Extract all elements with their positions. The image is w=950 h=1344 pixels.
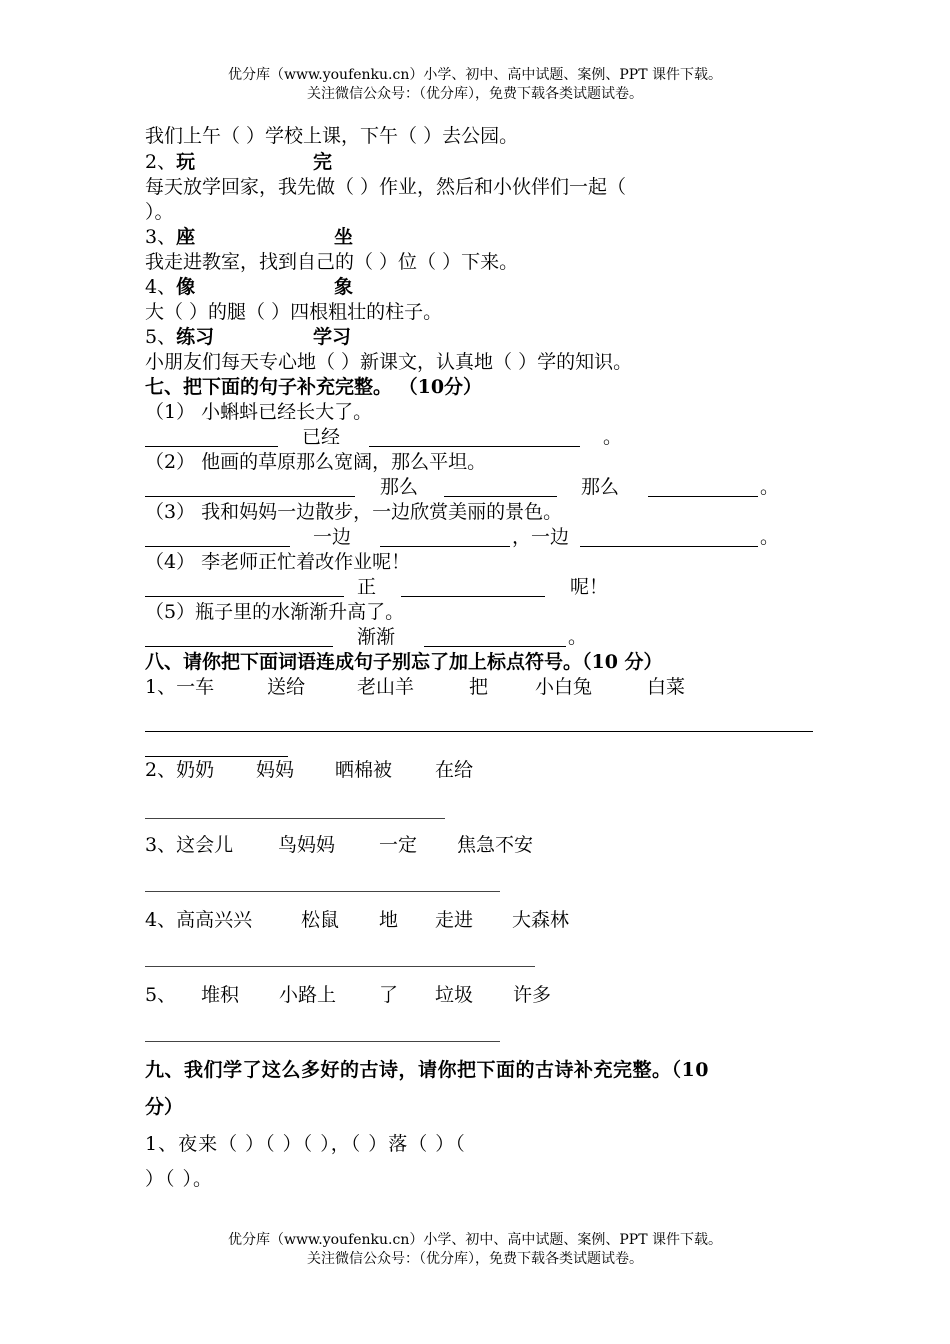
header-line-1: 优分库（www.youfenku.cn）小学、初中、高中试题、案例、PPT 课件下载。 (227, 67, 722, 83)
p9-poem-line-2: ）（ ）。 (145, 1168, 214, 1190)
p8-q5-word-5: 许多 (513, 984, 552, 1006)
p7-item-3-end: 。 (760, 526, 780, 548)
p6-q3-word2: 坐 (334, 226, 354, 248)
p6-q2-word1: 玩 (176, 151, 196, 173)
p7-item-4: （4） 李老师正忙着改作业呢！ (145, 551, 411, 573)
p8-q5-word-4: 垃圾 (435, 984, 474, 1006)
p7-item-2-blank-a[interactable] (145, 496, 355, 497)
p6-line-1: 我们上午（ ）学校上课，下午（ ）去公园。 (145, 125, 519, 147)
footer-line-2: 关注微信公众号：（优分库），免费下载各类试题试卷。 (307, 1251, 643, 1267)
p7-item-1-word: 已经 (302, 426, 341, 448)
p7-item-3-blank-c[interactable] (580, 546, 758, 547)
p8-q2-answer-line[interactable] (145, 818, 445, 819)
p8-q1-word-3: 把 (469, 676, 489, 698)
p7-item-2-blank-c[interactable] (648, 496, 758, 497)
p8-q2-word-2: 晒棉被 (335, 759, 393, 781)
p6-q2-num: 2、 (145, 151, 177, 173)
p7-item-3-blank-b[interactable] (380, 546, 510, 547)
p6-q4-sentence: 大（ ）的腿（ ）四根粗壮的柱子。 (145, 301, 443, 323)
p6-q5-words (145, 325, 214, 349)
p6-q2-words (145, 150, 195, 174)
p8-q5-word-1: 堆积 (201, 984, 240, 1006)
p8-q3-word-2: 一定 (379, 834, 418, 856)
p8-q4-word-4: 大森林 (512, 909, 570, 931)
p8-q3-word-1: 鸟妈妈 (278, 834, 336, 856)
p7-item-3-blank-a[interactable] (145, 546, 290, 547)
p7-item-1-blank-a[interactable] (145, 446, 278, 447)
p8-q1-answer-line-1[interactable] (145, 731, 813, 732)
p7-item-2-blank-b[interactable] (444, 496, 557, 497)
p7-item-5: （5）瓶子里的水渐渐升高了。 (145, 601, 405, 623)
p7-item-1: （1） 小蝌蚪已经长大了。 (145, 401, 373, 423)
p8-q4-word-3: 走进 (435, 909, 474, 931)
p6-q2-word2: 完 (313, 151, 333, 173)
p8-q1-word-2: 老山羊 (357, 676, 415, 698)
p7-item-4-word: 正 (357, 576, 377, 598)
p8-q2-word-1: 妈妈 (256, 759, 295, 781)
p6-q2-sentence-1: 每天放学回家，我先做（ ）作业，然后和小伙伴们一起（ (145, 176, 627, 198)
p8-q1-word-0: 1、一车 (145, 676, 215, 698)
p7-item-3-word-1: 一边 (313, 526, 352, 548)
p6-q4-words (145, 275, 195, 299)
p7-item-1-end: 。 (603, 426, 623, 448)
p7-item-4-blank-a[interactable] (145, 596, 344, 597)
p6-q3-num: 3、 (145, 226, 177, 248)
section-9-title-line-1: 九、我们学了这么多好的古诗，请你把下面的古诗补充完整。（10 (145, 1059, 709, 1081)
p8-q2-word-0: 2、奶奶 (145, 759, 215, 781)
p9-poem-line-1: 1、夜来（ ）（ ）（ ），（ ）落（ ）（ (145, 1133, 466, 1155)
p8-q1-word-4: 小白兔 (535, 676, 593, 698)
p6-q3-word1: 座 (176, 226, 196, 248)
p7-item-1-blank-b[interactable] (369, 446, 580, 447)
p7-item-4-end: 呢！ (570, 576, 609, 598)
header-line-2: 关注微信公众号：（优分库），免费下载各类试题试卷。 (307, 86, 643, 102)
section-7-title: 七、把下面的句子补充完整。 （10分） (145, 376, 483, 398)
p7-item-4-blank-b[interactable] (401, 596, 545, 597)
p6-q4-word1: 像 (176, 276, 196, 298)
p7-item-2-word-1: 那么 (380, 476, 419, 498)
p7-item-5-blank-b[interactable] (424, 646, 566, 647)
p8-q3-answer-line[interactable] (145, 891, 500, 892)
p7-item-2: （2） 他画的草原那么宽阔，那么平坦。 (145, 451, 487, 473)
p7-item-3-word-2: ，一边 (512, 526, 570, 548)
p6-q3-words (145, 225, 195, 249)
p7-item-5-end: 。 (568, 626, 588, 648)
p7-item-2-word-2: 那么 (581, 476, 620, 498)
p8-q3-word-0: 3、这会儿 (145, 834, 234, 856)
p7-item-2-end: 。 (760, 476, 780, 498)
p6-q5-word1: 练习 (176, 326, 215, 348)
footer-line-1: 优分库（www.youfenku.cn）小学、初中、高中试题、案例、PPT 课件下载。 (227, 1232, 722, 1248)
p8-q3-word-3: 焦急不安 (457, 834, 534, 856)
p6-q5-sentence: 小朋友们每天专心地（ ）新课文，认真地（ ）学的知识。 (145, 351, 633, 373)
p8-q1-word-5: 白菜 (647, 676, 686, 698)
p7-item-5-word: 渐渐 (357, 626, 396, 648)
p6-q3-sentence: 我走进教室，找到自己的（ ）位（ ）下来。 (145, 251, 519, 273)
p8-q4-word-1: 松鼠 (301, 909, 340, 931)
section-8-title: 八、请你把下面词语连成句子别忘了加上标点符号。（10 分） (145, 651, 663, 673)
p8-q4-word-2: 地 (379, 909, 399, 931)
p8-q5-word-3: 了 (379, 984, 399, 1006)
p8-q5-answer-line[interactable] (145, 1041, 500, 1042)
p7-item-3: （3） 我和妈妈一边散步，一边欣赏美丽的景色。 (145, 501, 563, 523)
p8-q1-answer-line-2[interactable] (145, 756, 288, 757)
p8-q5-word-0: 5、 (145, 984, 177, 1006)
p6-q2-sentence-2: ）。 (145, 201, 174, 223)
p8-q5-word-2: 小路上 (279, 984, 337, 1006)
p6-q4-num: 4、 (145, 276, 177, 298)
p6-q4-word2: 象 (334, 276, 354, 298)
p8-q4-word-0: 4、高高兴兴 (145, 909, 253, 931)
p8-q2-word-3: 在给 (435, 759, 474, 781)
p8-q1-word-1: 送给 (267, 676, 306, 698)
section-9-title-line-2: 分） (145, 1096, 184, 1118)
p6-q5-word2: 学习 (313, 326, 352, 348)
p7-item-5-blank-a[interactable] (145, 646, 333, 647)
p8-q4-answer-line[interactable] (145, 966, 535, 967)
p6-q5-num: 5、 (145, 326, 177, 348)
